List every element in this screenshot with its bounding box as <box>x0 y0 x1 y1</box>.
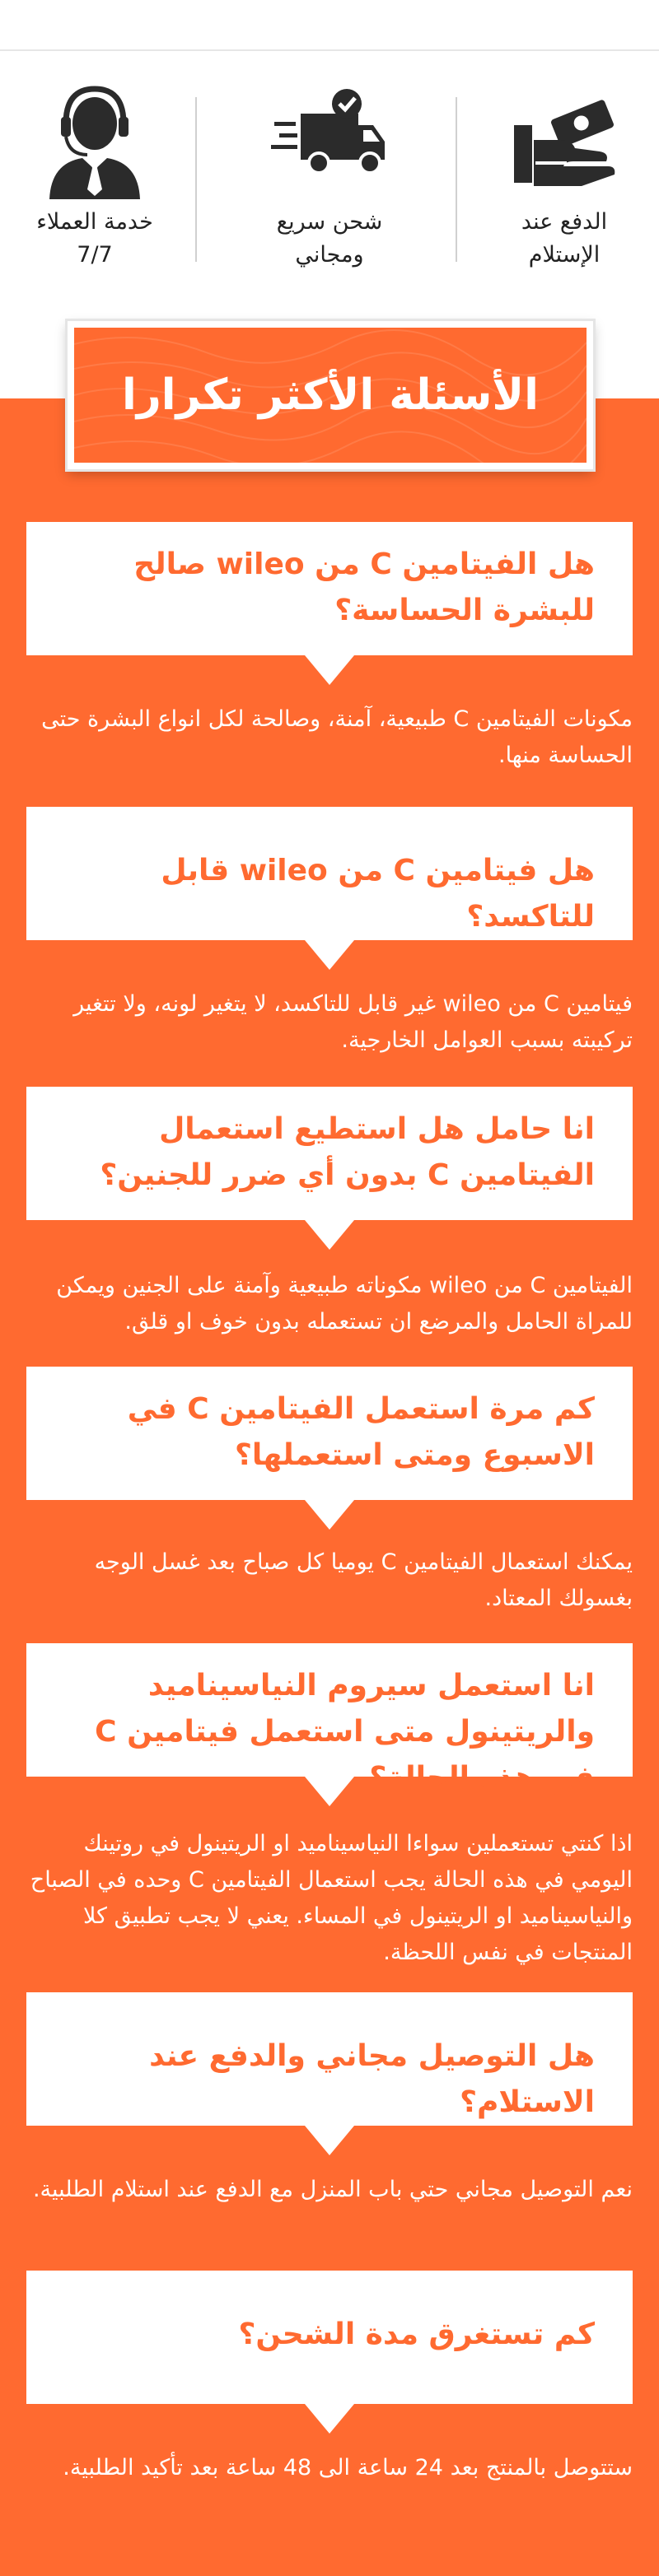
feature-divider <box>456 97 457 262</box>
faq-question-card[interactable] <box>26 522 633 655</box>
faq-question: كم مرة استعمل الفيتامين C في الاسبوع ومتى استعملها؟ <box>127 1392 595 1472</box>
faq-answer: فيتامين C من wileo غير قابل للتاكسد، لا يتغير لونه، ولا تتغير تركيبته بسبب العوامل الخارجية. <box>73 991 633 1053</box>
feature-label: شحن سريع ومجاني <box>276 209 383 268</box>
faq-pointer <box>305 2126 354 2155</box>
fast-delivery-truck-icon <box>268 76 391 199</box>
faq-pointer <box>305 1777 354 1806</box>
faq-answer: الفيتامين C من wileo مكوناته طبيعية وآمنة على الجنين ويمكن للمراة الحامل والمرضع ان تستعمله بدون خوف او قلق. <box>56 1273 633 1335</box>
faq-question: كم تستغرق مدة الشحن؟ <box>238 2317 595 2351</box>
faq-question-card[interactable] <box>26 2271 633 2404</box>
feature-fast-delivery <box>235 72 424 286</box>
faq-banner <box>68 321 593 469</box>
faq-question-card[interactable] <box>26 807 633 940</box>
faq-question-card[interactable] <box>26 1367 633 1500</box>
faq-answer: يمكنك استعمال الفيتامين C يوميا كل صباح بعد غسل الوجه بغسولك المعتاد. <box>94 1549 633 1611</box>
feature-divider <box>195 97 197 262</box>
feature-label: خدمة العملاء 7/7 <box>36 209 153 268</box>
faq-question: انا حامل هل استطيع استعمال الفيتامين C بدون أي ضرر للجنين؟ <box>100 1112 595 1192</box>
faq-answer: اذا كنتي تستعملين سواءا النياسيناميد او الريتينول في روتينك اليومي في هذه الحالة يجب استعمال الفيتامين C وحده في الصباح والنياسيناميد او الريتينول في المساء. يعني لا يجب تطبيق كلا المنتجات في نفس اللحظة. <box>30 1831 633 1965</box>
customer-service-headset-icon <box>33 76 157 199</box>
faq-question-card[interactable] <box>26 1087 633 1220</box>
faq-question: هل التوصيل مجاني والدفع عند الاستلام؟ <box>149 2039 595 2119</box>
faq-pointer <box>305 1500 354 1530</box>
feature-label: الدفع عند الإستلام <box>521 209 608 268</box>
faq-question: انا استعمل سيروم النياسيناميد والريتينول متى استعمل فيتامين C في هذه الحالة؟ <box>95 1669 595 1795</box>
faq-question: هل فيتامين C من wileo قابل للتاكسد؟ <box>161 854 595 934</box>
faq-question-card[interactable] <box>26 1992 633 2126</box>
faq-answer: ستتوصل بالمنتج بعد 24 ساعة الى 48 ساعة بعد تأكيد الطلبية. <box>63 2455 633 2481</box>
feature-cash-on-delivery <box>470 72 659 286</box>
faq-question-card[interactable] <box>26 1643 633 1795</box>
faq-pointer <box>305 940 354 970</box>
top-divider <box>0 49 659 51</box>
faq-answer: مكونات الفيتامين C طبيعية، آمنة، وصالحة لكل انواع البشرة حتى الحساسة منها. <box>41 706 633 768</box>
faq-pointer <box>305 2404 354 2434</box>
faq-title: الأسئلة الأكثر تكرارا <box>122 370 539 420</box>
features-row <box>0 72 659 286</box>
faq-pointer <box>305 1220 354 1250</box>
faq-question: هل الفيتامين C من wileo صالح للبشرة الحساسة؟ <box>133 547 595 627</box>
faq-answer: نعم التوصيل مجاني حتي باب المنزل مع الدفع عند استلام الطلبية. <box>32 2177 633 2202</box>
faq-pointer <box>305 655 354 685</box>
feature-customer-service <box>0 72 189 286</box>
cash-on-delivery-icon <box>502 76 626 199</box>
